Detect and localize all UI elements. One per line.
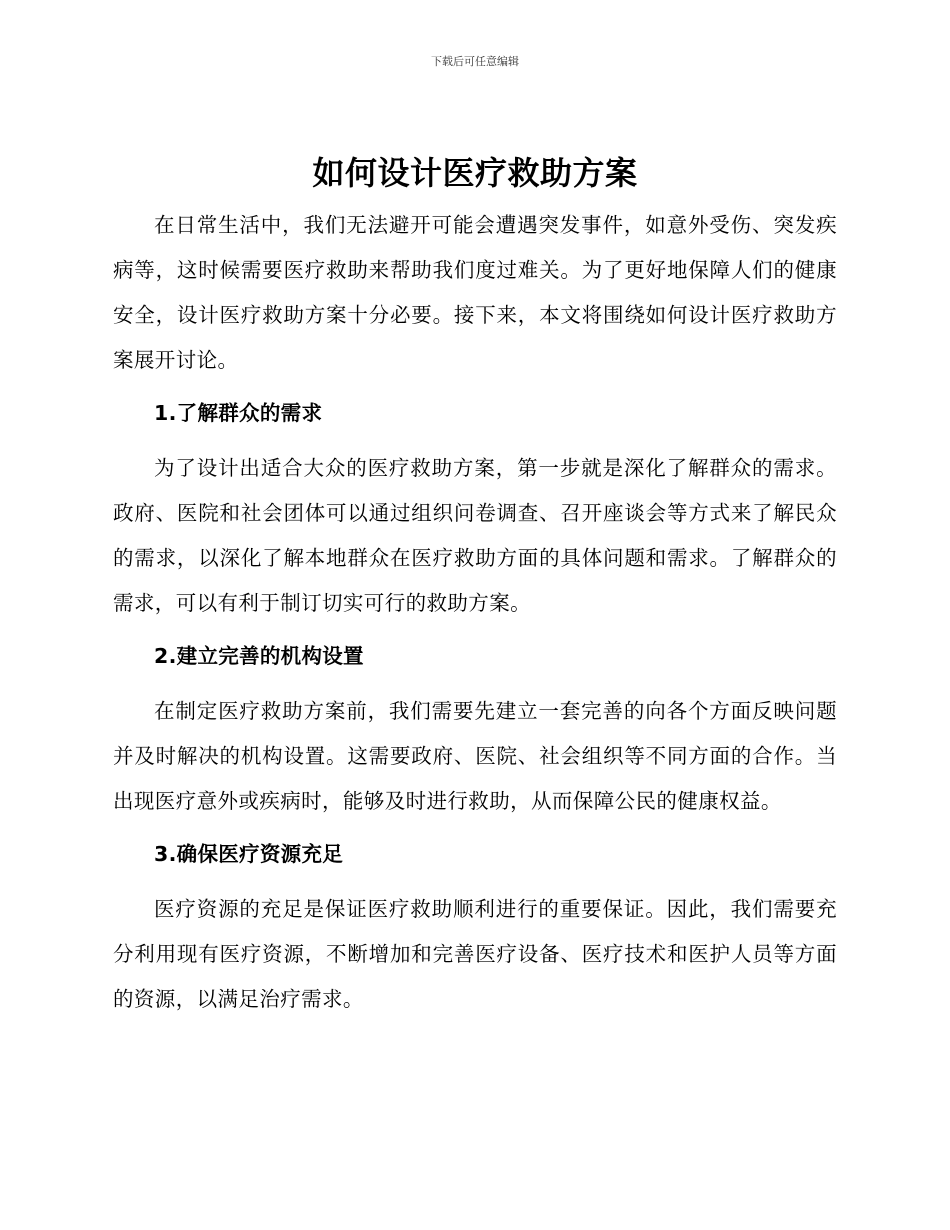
section-heading: 1.了解群众的需求 — [154, 401, 323, 425]
section-body: 医疗资源的充足是保证医疗救助顺利进行的重要保证。因此，我们需要充分利用现有医疗资源，不断增加和完善医疗设备、医疗技术和医护人员等方面的资源，以满足治疗需求。 — [113, 897, 837, 1011]
section-body: 为了设计出适合大众的医疗救助方案，第一步就是深化了解群众的需求。政府、医院和社会团体可以通过组织问卷调查、召开座谈会等方式来了解民众的需求，以深化了解本地群众在医疗救助方面的具体问题和需求。了解群众的需求，可以有利于制订切实可行的救助方案。 — [113, 456, 837, 615]
document-title: 如何设计医疗救助方案 — [312, 154, 638, 192]
document-body — [113, 150, 837, 1022]
section-2 — [113, 634, 837, 824]
header-note: 下载后可任意编辑 — [431, 55, 519, 68]
section-body: 在制定医疗救助方案前，我们需要先建立一套完善的向各个方面反映问题并及时解决的机构设置。这需要政府、医院、社会组织等不同方面的合作。当出现医疗意外或疾病时，能够及时进行救助，从而保障公民的健康权益。 — [113, 699, 837, 813]
section-1 — [113, 391, 837, 626]
section-heading: 3.确保医疗资源充足 — [154, 842, 344, 866]
section-heading: 2.建立完善的机构设置 — [154, 644, 364, 668]
section-3 — [113, 832, 837, 1022]
intro-paragraph: 在日常生活中，我们无法避开可能会遭遇突发事件，如意外受伤、突发疾病等，这时候需要医疗救助来帮助我们度过难关。为了更好地保障人们的健康安全，设计医疗救助方案十分必要。接下来，本文将围绕如何设计医疗救助方案展开讨论。 — [113, 213, 837, 372]
